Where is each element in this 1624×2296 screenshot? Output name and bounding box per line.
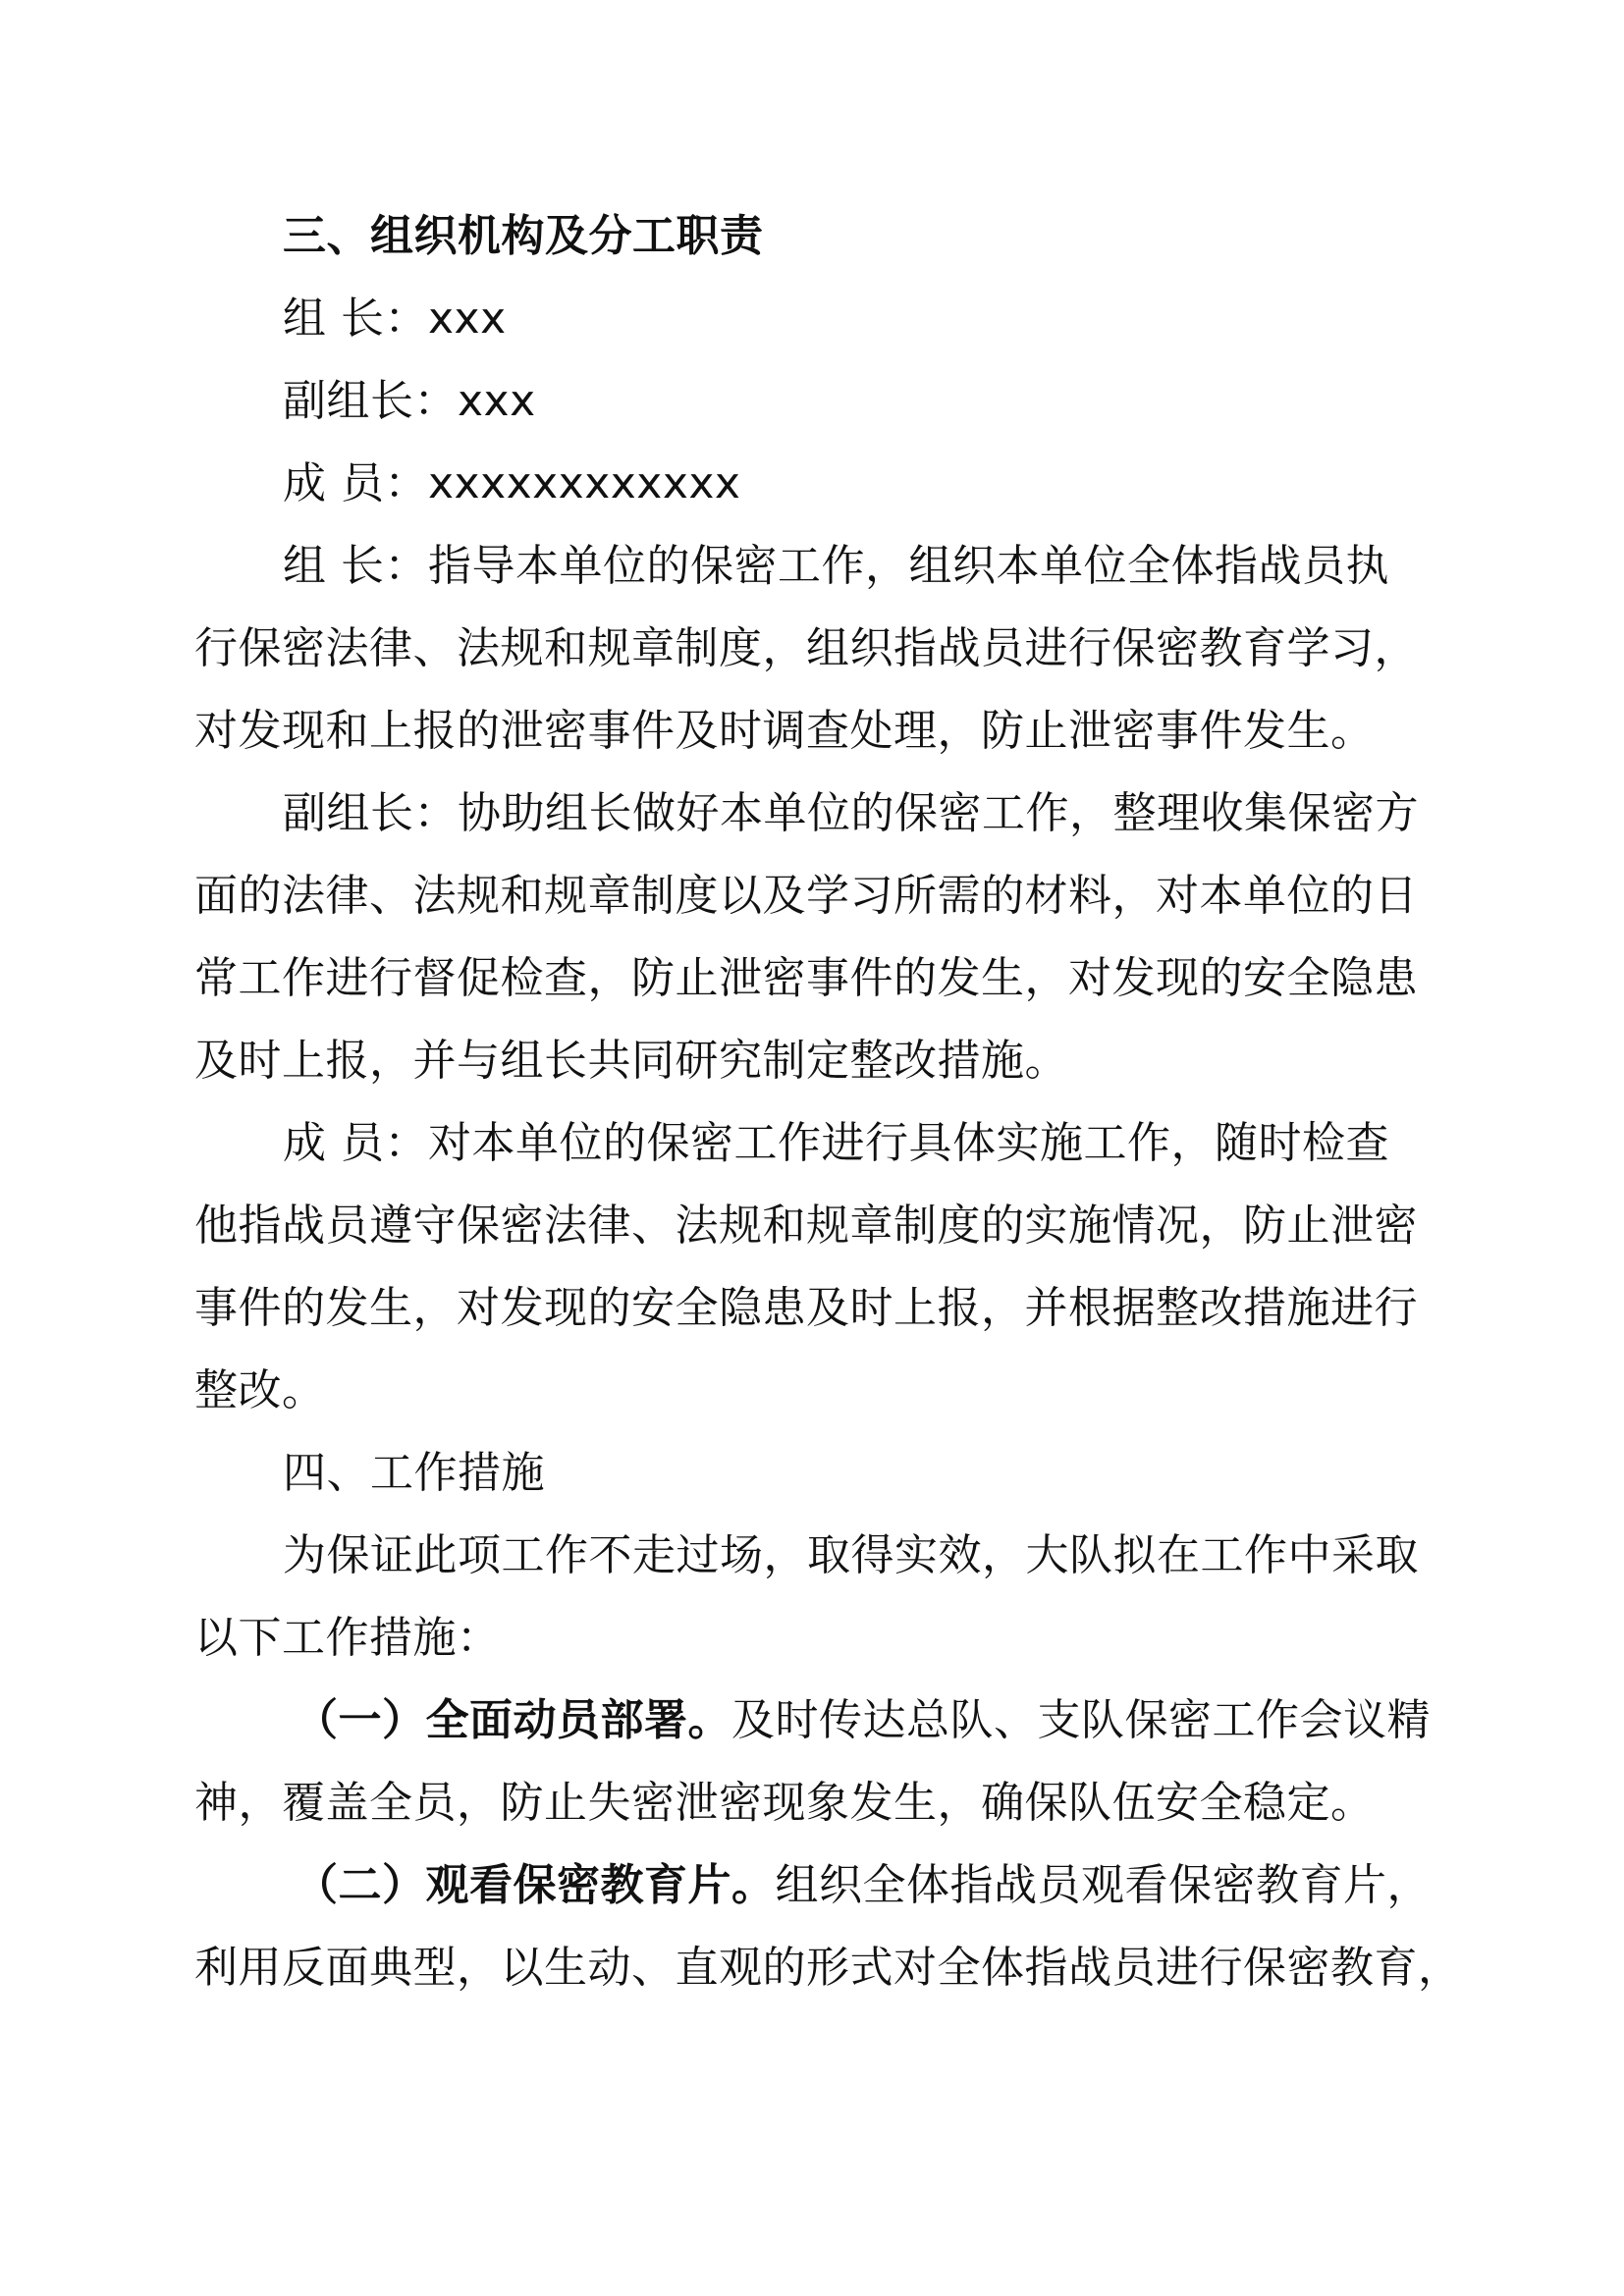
section-heading-3: 三、组织机构及分工职责 (283, 211, 764, 261)
measure-1-line-2: 神，覆盖全员，防止失密泄密现象发生，确保队伍安全稳定。 (194, 1778, 1375, 1828)
deputy-duty-line-3: 常工作进行督促检查，防止泄密事件的发生，对发现的安全隐患 (194, 953, 1418, 1003)
measures-intro-line-2: 以下工作措施： (194, 1613, 501, 1663)
measure-1-text: 及时传达总队、支队保密工作会议精 (731, 1695, 1431, 1745)
leader-duty-line-2: 行保密法律、法规和规章制度，组织指战员进行保密教育学习， (194, 623, 1418, 673)
measure-2-line-2: 利用反面典型，以生动、直观的形式对全体指战员进行保密教育， (194, 1943, 1462, 1993)
leader-line: 组 长：xxx (283, 294, 507, 344)
deputy-duty-line-4: 及时上报，并与组长共同研究制定整改措施。 (194, 1036, 1068, 1086)
leader-duty-line-1: 组 长：指导本单位的保密工作，组织本单位全体指战员执 (283, 541, 1389, 591)
measure-2-title: （二）观看保密教育片。 (295, 1860, 776, 1910)
measure-2-line-1 (295, 1856, 1453, 1915)
member-duty-line-3: 事件的发生，对发现的安全隐患及时上报，并根据整改措施进行 (194, 1283, 1418, 1333)
member-duty-line-2: 他指战员遵守保密法律、法规和规章制度的实施情况，防止泄密 (194, 1201, 1418, 1251)
measures-intro-line-1: 为保证此项工作不走过场，取得实效，大队拟在工作中采取 (283, 1530, 1419, 1580)
deputy-duty-line-1: 副组长：协助组长做好本单位的保密工作，整理收集保密方 (283, 788, 1419, 838)
measure-1-title: （一）全面动员部署。 (295, 1695, 731, 1745)
measure-2-text: 组织全体指战员观看保密教育片， (775, 1860, 1431, 1910)
deputy-leader-line: 副组长：xxx (283, 376, 536, 426)
leader-duty-line-3: 对发现和上报的泄密事件及时调查处理，防止泄密事件发生。 (194, 706, 1375, 756)
member-duty-line-1: 成 员：对本单位的保密工作进行具体实施工作，随时检查 (283, 1118, 1389, 1168)
measure-1-line-1 (295, 1691, 1453, 1750)
section-heading-4: 四、工作措施 (283, 1448, 545, 1498)
deputy-duty-line-2: 面的法律、法规和规章制度以及学习所需的材料，对本单位的日 (194, 871, 1418, 921)
members-line: 成 员：xxxxxxxxxxxx (283, 458, 741, 508)
member-duty-line-4: 整改。 (194, 1365, 326, 1415)
